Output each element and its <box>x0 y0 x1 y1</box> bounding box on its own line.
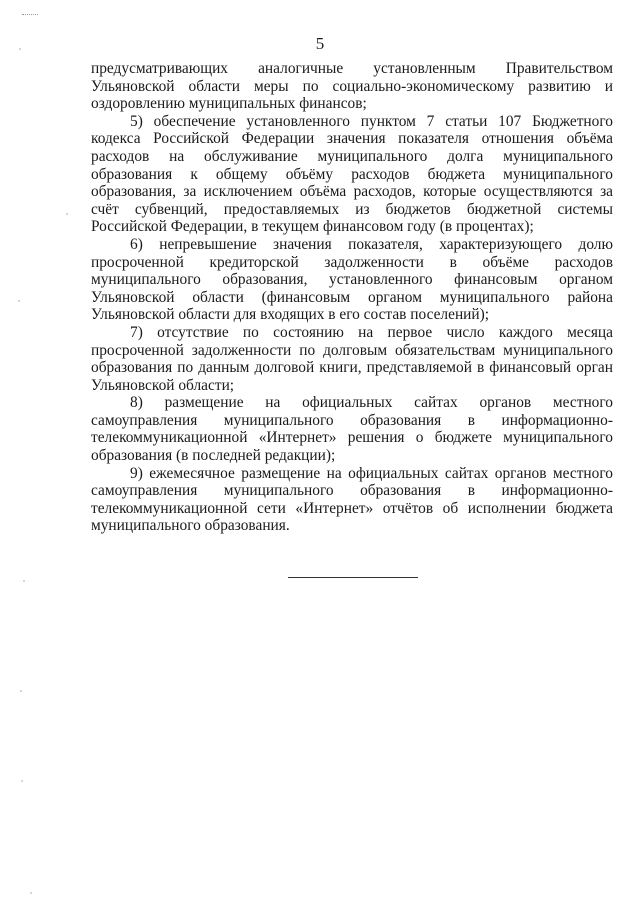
document-body <box>91 60 613 535</box>
list-item-7: 7) отсутствие по состоянию на первое число каждого месяца просроченной задолженности по долговым обязательствам муниципального образования по данным долговой книги, представляемой в финансовый орган Ульяновской области; <box>91 323 613 394</box>
scan-speck <box>20 690 22 692</box>
list-item-9: 9) ежемесячное размещение на официальных сайтах органов местного самоуправления муниципального образования в информационно-телекоммуникационной сети «Интернет» отчётов об исполнении бюджета муниципального образования. <box>91 464 613 535</box>
scan-speck <box>23 580 25 582</box>
scan-speck <box>30 892 32 894</box>
end-of-document-rule <box>288 577 418 578</box>
scan-speck <box>19 48 21 50</box>
list-item-5: 5) обеспечение установленного пунктом 7 статьи 107 Бюджетного кодекса Российской Федерации значения показателя отношения объёма расходов на обслуживание муниципального долга муниципального образования к общему объёму расходов бюджета муниципального образования, за исключением объёма расходов, которые осуществляются за счёт субвенций, предоставляемых из бюджетов бюджетной системы Российской Федерации, в текущем финансовом году (в процентах); <box>91 112 613 236</box>
list-item-8: 8) размещение на официальных сайтах органов местного самоуправления муниципального образования в информационно-телекоммуникационной «Интернет» решения о бюджете муниципального образования (в последней редакции); <box>91 394 613 465</box>
page-number: 5 <box>315 34 325 53</box>
paragraph-continuation: предусматривающих аналогичные установленным Правительством Ульяновской области меры по социально-экономическому развитию и оздоровлению муниципальных финансов; <box>91 60 613 113</box>
scan-speck <box>18 300 20 302</box>
list-item-6: 6) непревышение значения показателя, характеризующего долю просроченной кредиторской задолженности в объёме расходов муниципального образования, установленного финансовым органом Ульяновской области (финансовым органом муниципального района Ульяновской области для входящих в его состав поселений); <box>91 235 613 324</box>
scan-speck <box>21 780 23 782</box>
scan-speck <box>66 213 68 215</box>
scan-artifact <box>22 14 38 15</box>
